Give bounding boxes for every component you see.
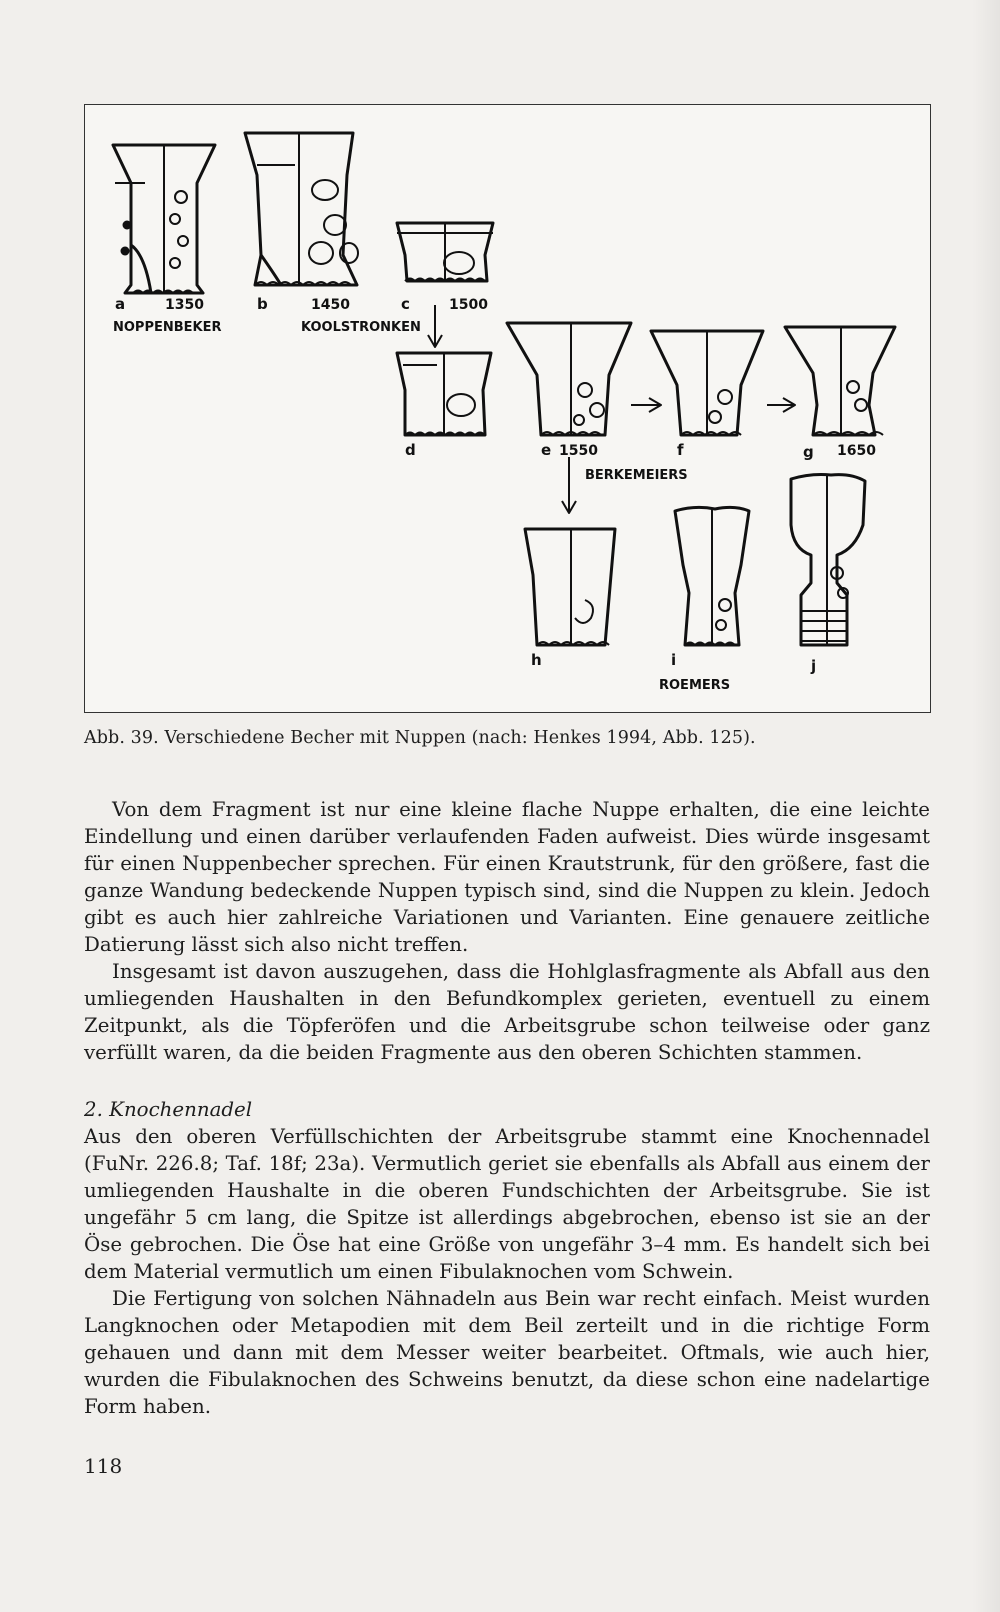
page-number: 118 xyxy=(84,1454,123,1478)
label-i: i xyxy=(671,651,677,669)
label-a-year: 1350 xyxy=(165,297,204,313)
label-d: d xyxy=(405,441,416,459)
label-noppenbeker: NOPPENBEKER xyxy=(113,320,222,335)
label-g: g xyxy=(803,443,814,461)
beaker-c-drawing xyxy=(397,223,493,281)
figure-caption: Abb. 39. Verschiedene Becher mit Nuppen (nach: Henkes 1994, Abb. 125). xyxy=(84,728,756,748)
paragraph-1: Von dem Fragment ist nur eine kleine flache Nuppe erhalten, die eine leichte Eindellung und einen darüber verlaufenden Faden aufweist. Dies würde insgesamt für einen Nuppenbecher sprechen. Für einen Krautstrunk, für den größere, fast die ganze Wandung bedeckende Nuppen typisch sind, sind die Nuppen zu klein. Jedoch gibt es auch hier zahlreiche Variationen und Varianten. Eine genauere zeitliche Datierung lässt sich also nicht treffen. xyxy=(84,798,930,956)
label-g-year: 1650 xyxy=(837,443,876,459)
label-b: b xyxy=(257,295,268,313)
beaker-f-drawing xyxy=(651,331,763,435)
label-b-year: 1450 xyxy=(311,297,350,313)
label-e-year: 1550 xyxy=(559,443,598,459)
label-a: a xyxy=(115,295,126,313)
beaker-a-drawing xyxy=(113,145,215,293)
label-roemers: ROEMERS xyxy=(659,678,731,693)
label-e: e xyxy=(541,441,552,459)
label-j: j xyxy=(811,657,817,675)
label-berkemeiers: BERKEMEIERS xyxy=(585,468,688,483)
beaker-g-drawing xyxy=(785,327,895,435)
glass-drawings-figure xyxy=(85,105,930,712)
paragraph-4: Die Fertigung von solchen Nähnadeln aus Bein war recht einfach. Meist wurden Langknochen oder Metapodien mit dem Beil zerteilt und in die richtige Form gehauen und dann mit dem Messer weiter bearbeitet. Oftmals, wie auch hier, wurden die Fibulaknochen des Schweins benutzt, da diese schon eine nadelartige Form haben. xyxy=(84,1287,930,1418)
label-c-year: 1500 xyxy=(449,297,488,313)
paragraph-1-block xyxy=(84,796,930,1066)
label-c: c xyxy=(401,295,410,313)
paragraph-3: Aus den oberen Verfüllschichten der Arbeitsgrube stammt eine Knochennadel (FuNr. 226.8; Taf. 18f; 23a). Vermutlich geriet sie ebenfalls als Abfall aus einem der umliegenden Haushalte in die oberen Fundschichten der Arbeitsgrube. Sie ist ungefähr 5 cm lang, die Spitze ist allerdings abgebrochen, ebenso ist sie an der Öse gebrochen. Die Öse hat eine Größe von ungefähr 3–4 mm. Es handelt sich bei dem Material vermutlich um einen Fibulaknochen vom Schwein. xyxy=(84,1125,930,1283)
beaker-b-drawing xyxy=(245,133,358,285)
page-edge-shadow xyxy=(972,0,1000,1612)
beaker-j-drawing xyxy=(791,475,865,646)
beaker-e-drawing xyxy=(507,323,631,435)
beaker-h-drawing xyxy=(525,529,615,645)
beaker-i-drawing xyxy=(675,507,749,645)
label-f: f xyxy=(677,441,684,459)
section-heading: 2. Knochennadel xyxy=(84,1098,253,1121)
label-koolstronken: KOOLSTRONKEN xyxy=(301,320,421,335)
figure-frame xyxy=(84,104,931,713)
beaker-d-drawing xyxy=(397,353,491,435)
section-block xyxy=(84,1096,930,1420)
paragraph-2: Insgesamt ist davon auszugehen, dass die Hohlglasfragmente als Abfall aus den umliegenden Haushalten in den Befundkomplex gerieten, eventuell zu einem Zeitpunkt, als die Töpferöfen und die Arbeitsgrube schon teilweise oder ganz verfüllt waren, da die beiden Fragmente aus den oberen Schichten stammen. xyxy=(84,960,930,1064)
label-h: h xyxy=(531,651,542,669)
